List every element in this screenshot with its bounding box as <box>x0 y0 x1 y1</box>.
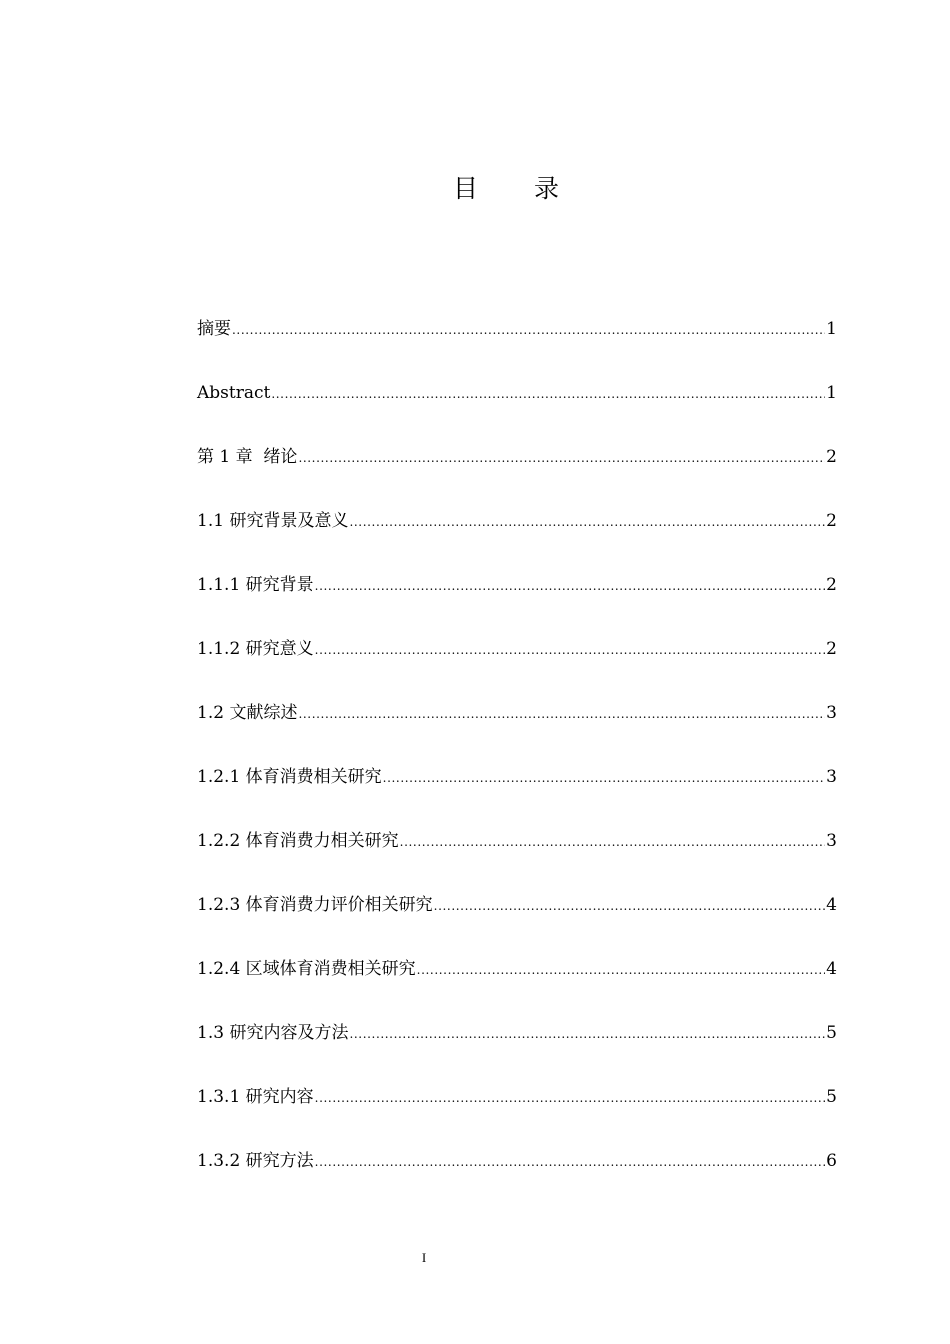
toc-entry-label: 1.1.2 研究意义 <box>197 639 314 659</box>
toc-entry-label: Abstract <box>197 383 271 403</box>
toc-entry-page: 6 <box>826 1151 837 1171</box>
toc-dot-leader <box>434 889 826 923</box>
toc-dot-leader <box>315 569 826 603</box>
toc-dot-leader <box>349 1017 825 1051</box>
toc-entry-label: 1.1 研究背景及意义 <box>197 511 349 531</box>
toc-entry-page: 1 <box>826 319 837 339</box>
toc-entry-1-2-1[interactable] <box>197 760 837 824</box>
toc-entry-abstract-en[interactable] <box>197 376 837 440</box>
toc-entry-label: 1.2.3 体育消费力评价相关研究 <box>197 895 433 915</box>
toc-dot-leader <box>315 633 826 667</box>
toc-entry-label: 第 1 章 绪论 <box>197 447 298 467</box>
toc-entry-page: 3 <box>826 703 837 723</box>
toc-entry-1-2[interactable] <box>197 696 837 760</box>
toc-entry-page: 5 <box>826 1023 837 1043</box>
toc-dot-leader <box>349 505 825 539</box>
toc-entry-page: 3 <box>826 831 837 851</box>
toc-entry-label: 1.3.1 研究内容 <box>197 1087 314 1107</box>
toc-dot-leader <box>298 697 825 731</box>
toc-title: 目 录 <box>453 174 583 203</box>
toc-entry-1-3-2[interactable] <box>197 1144 837 1208</box>
toc-entry-label: 1.2.1 体育消费相关研究 <box>197 767 382 787</box>
toc-dot-leader <box>417 953 826 987</box>
toc-dot-leader <box>400 825 826 859</box>
toc-list <box>197 312 837 1208</box>
toc-entry-1-3[interactable] <box>197 1016 837 1080</box>
toc-entry-page: 2 <box>826 639 837 659</box>
toc-entry-chapter-1[interactable] <box>197 440 837 504</box>
toc-entry-1-1-1[interactable] <box>197 568 837 632</box>
toc-entry-label: 摘要 <box>197 319 231 339</box>
toc-entry-page: 4 <box>826 895 837 915</box>
toc-entry-page: 4 <box>826 959 837 979</box>
page-number: I <box>421 1250 427 1265</box>
toc-entry-1-2-2[interactable] <box>197 824 837 888</box>
toc-dot-leader <box>232 313 825 347</box>
toc-entry-1-1-2[interactable] <box>197 632 837 696</box>
toc-entry-label: 1.2.4 区域体育消费相关研究 <box>197 959 416 979</box>
toc-entry-page: 3 <box>826 767 837 787</box>
toc-entry-1-3-1[interactable] <box>197 1080 837 1144</box>
toc-entry-label: 1.3 研究内容及方法 <box>197 1023 349 1043</box>
toc-entry-label: 1.2 文献综述 <box>197 703 298 723</box>
toc-entry-label: 1.1.1 研究背景 <box>197 575 314 595</box>
toc-dot-leader <box>383 761 826 795</box>
toc-dot-leader <box>271 377 825 411</box>
toc-entry-1-2-3[interactable] <box>197 888 837 952</box>
toc-entry-1-1[interactable] <box>197 504 837 568</box>
toc-entry-page: 5 <box>826 1087 837 1107</box>
toc-entry-page: 2 <box>826 575 837 595</box>
toc-entry-label: 1.2.2 体育消费力相关研究 <box>197 831 399 851</box>
toc-entry-page: 1 <box>826 383 837 403</box>
toc-entry-label: 1.3.2 研究方法 <box>197 1151 314 1171</box>
toc-dot-leader <box>298 441 825 475</box>
toc-entry-page: 2 <box>826 447 837 467</box>
toc-entry-abstract-cn[interactable] <box>197 312 837 376</box>
toc-entry-page: 2 <box>826 511 837 531</box>
toc-dot-leader <box>315 1081 826 1115</box>
toc-entry-1-2-4[interactable] <box>197 952 837 1016</box>
toc-dot-leader <box>315 1145 826 1179</box>
